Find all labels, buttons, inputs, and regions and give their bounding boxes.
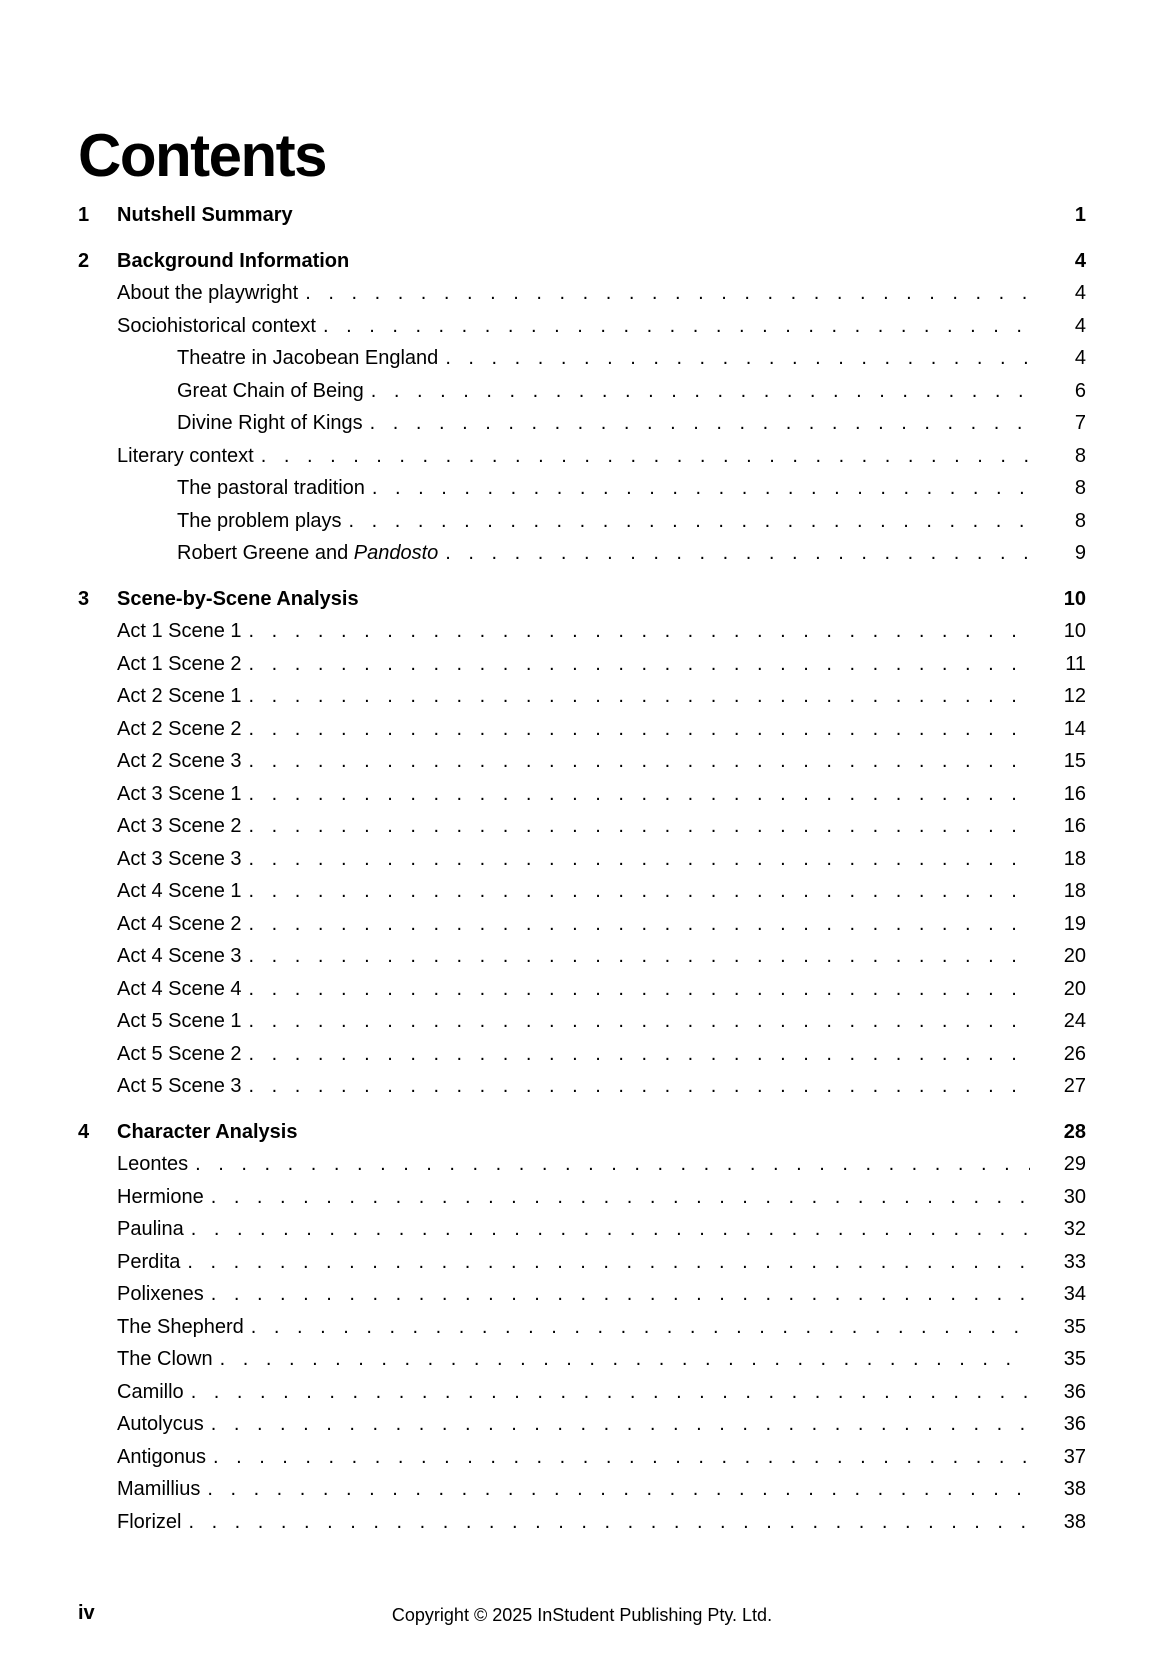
toc-chapter-entry[interactable] xyxy=(78,1116,1086,1149)
toc-entry-label: Nutshell Summary xyxy=(117,204,293,226)
dot-leader xyxy=(323,310,1030,343)
toc-entry-label: Hermione xyxy=(117,1185,204,1208)
toc-section-entry[interactable] xyxy=(78,342,1086,375)
toc-entry-page-number: 35 xyxy=(1063,1348,1086,1370)
toc-entry-page-number: 15 xyxy=(1063,750,1086,772)
toc-entry-page-number: 1 xyxy=(1074,204,1086,226)
toc-entry-page-number: 4 xyxy=(1074,249,1086,272)
toc-section-entry[interactable] xyxy=(78,713,1086,746)
chapter-number: 4 xyxy=(78,1120,90,1143)
dot-leader xyxy=(207,1473,1030,1506)
toc-entry-page-number: 36 xyxy=(1063,1413,1086,1435)
toc-entry-label: Act 2 Scene 1 xyxy=(117,685,242,707)
toc-entry-page-number: 37 xyxy=(1063,1445,1086,1468)
toc-section-entry[interactable] xyxy=(78,1343,1086,1376)
dot-leader xyxy=(249,745,1030,778)
toc-entry-label: Background Information xyxy=(117,249,350,272)
toc-entry-label: Act 3 Scene 3 xyxy=(117,847,242,870)
toc-entry-page-number: 36 xyxy=(1063,1380,1086,1403)
toc-entry-label: Sociohistorical context xyxy=(117,314,316,337)
dot-leader xyxy=(213,1441,1030,1474)
dot-leader xyxy=(249,1038,1030,1071)
toc-entry-label: Act 3 Scene 1 xyxy=(117,782,242,805)
dot-leader xyxy=(249,810,1030,843)
toc-entry-page-number: 26 xyxy=(1063,1042,1086,1065)
toc-entry-page-number: 9 xyxy=(1074,542,1086,564)
dot-leader xyxy=(445,537,1030,570)
toc-section-entry[interactable] xyxy=(78,537,1086,570)
dot-leader xyxy=(187,1246,1030,1279)
dot-leader xyxy=(249,778,1030,811)
dot-leader xyxy=(211,1278,1030,1311)
toc-entry-label: Mamillius xyxy=(117,1478,201,1500)
toc-section-entry[interactable] xyxy=(78,1038,1086,1071)
toc-section-entry[interactable] xyxy=(78,375,1086,408)
toc-entry-page-number: 7 xyxy=(1074,412,1086,434)
toc-chapter-entry[interactable] xyxy=(78,245,1086,278)
toc-chapter-entry[interactable] xyxy=(78,583,1086,616)
toc-entry-page-number: 20 xyxy=(1063,945,1086,967)
toc-entry-page-number: 12 xyxy=(1063,685,1086,707)
dot-leader xyxy=(211,1408,1030,1441)
toc-section-entry[interactable] xyxy=(78,745,1086,778)
toc-entry-label: Act 1 Scene 1 xyxy=(117,620,242,642)
toc-entry-label: Camillo xyxy=(117,1380,184,1403)
toc-entry-page-number: 11 xyxy=(1065,652,1086,675)
toc-entry-label: The Clown xyxy=(117,1348,213,1370)
dot-leader xyxy=(305,277,1030,310)
dot-leader xyxy=(249,973,1030,1006)
toc-entry-label: Perdita xyxy=(117,1250,181,1273)
toc-entry-label: The problem plays xyxy=(177,509,342,532)
dot-leader xyxy=(261,440,1030,473)
dot-leader xyxy=(249,1070,1030,1103)
folio-page-number: iv xyxy=(78,1602,95,1624)
toc-section-entry[interactable] xyxy=(78,908,1086,941)
toc-entry-page-number: 16 xyxy=(1063,815,1086,837)
toc-entry-page-number: 38 xyxy=(1063,1478,1086,1500)
toc-entry-label: Leontes xyxy=(117,1153,189,1175)
toc-entry-page-number: 20 xyxy=(1063,977,1086,1000)
toc-entry-page-number: 19 xyxy=(1063,912,1086,935)
toc-entry-label: The pastoral tradition xyxy=(177,477,365,499)
dot-leader xyxy=(249,648,1030,681)
dot-leader xyxy=(251,1311,1030,1344)
dot-leader xyxy=(211,1181,1030,1214)
dot-leader xyxy=(191,1213,1030,1246)
toc-section-entry[interactable] xyxy=(78,440,1086,473)
toc-section-entry[interactable] xyxy=(78,310,1086,343)
chapter-number: 3 xyxy=(78,587,90,610)
toc-entry-label: Great Chain of Being xyxy=(177,379,364,402)
dot-leader xyxy=(195,1148,1030,1181)
toc-entry-page-number: 8 xyxy=(1074,509,1086,532)
toc-entry-page-number: 14 xyxy=(1063,717,1086,740)
dot-leader xyxy=(188,1506,1030,1539)
text-block xyxy=(78,120,1086,1538)
toc-section-entry[interactable] xyxy=(78,1246,1086,1279)
toc-section-entry[interactable] xyxy=(78,648,1086,681)
toc-entry-label: Scene-by-Scene Analysis xyxy=(117,587,359,610)
toc-section-entry[interactable] xyxy=(78,407,1086,440)
toc-entry-label: Act 3 Scene 2 xyxy=(117,815,242,837)
toc-entry-page-number: 8 xyxy=(1074,444,1086,467)
toc-entry-page-number: 4 xyxy=(1074,347,1086,369)
toc-entry-label: Act 1 Scene 2 xyxy=(117,652,242,675)
toc-section-entry[interactable] xyxy=(78,973,1086,1006)
toc-entry-page-number: 10 xyxy=(1063,587,1086,610)
toc-entry-label: Polixenes xyxy=(117,1283,204,1305)
toc-entry-label: Theatre in Jacobean England xyxy=(177,347,439,369)
toc-entry-page-number: 34 xyxy=(1063,1283,1086,1305)
toc-entry-label: Character Analysis xyxy=(117,1120,298,1143)
dot-leader xyxy=(191,1376,1030,1409)
toc-entry-label: Act 4 Scene 2 xyxy=(117,912,242,935)
toc-section-entry[interactable] xyxy=(78,1473,1086,1506)
toc-entry-page-number: 18 xyxy=(1063,880,1086,902)
toc-entry-label: The Shepherd xyxy=(117,1315,244,1338)
toc-section-entry[interactable] xyxy=(78,277,1086,310)
toc-entry-label: Divine Right of Kings xyxy=(177,412,363,434)
toc-entry-page-number: 16 xyxy=(1063,782,1086,805)
toc-section-entry[interactable] xyxy=(78,843,1086,876)
toc-section-entry[interactable] xyxy=(78,1213,1086,1246)
toc-section-entry[interactable] xyxy=(78,875,1086,908)
toc-entry-label: Act 2 Scene 3 xyxy=(117,750,242,772)
toc-entry-page-number: 35 xyxy=(1063,1315,1086,1338)
toc-entry-label: Act 5 Scene 1 xyxy=(117,1010,242,1032)
toc-entry-label: Act 5 Scene 2 xyxy=(117,1042,242,1065)
toc-entry-label: Robert Greene and Pandosto xyxy=(177,542,439,564)
toc-section-entry[interactable] xyxy=(78,1311,1086,1344)
toc-entry-label: Act 2 Scene 2 xyxy=(117,717,242,740)
dot-leader xyxy=(249,908,1030,941)
copyright-notice: Copyright © 2025 InStudent Publishing Pty. Ltd. xyxy=(391,1605,773,1625)
toc-entry-label: Literary context xyxy=(117,444,254,467)
toc-section-entry[interactable] xyxy=(78,1005,1086,1038)
toc-entry-label: About the playwright xyxy=(117,282,299,304)
dot-leader xyxy=(220,1343,1030,1376)
toc-entry-label: Paulina xyxy=(117,1218,184,1240)
toc-section-entry[interactable] xyxy=(78,1506,1086,1539)
dot-leader xyxy=(370,407,1030,440)
dot-leader xyxy=(249,680,1030,713)
toc-entry-page-number: 24 xyxy=(1063,1010,1086,1032)
toc-section-entry[interactable] xyxy=(78,680,1086,713)
toc-section-entry[interactable] xyxy=(78,1278,1086,1311)
toc-entry-page-number: 27 xyxy=(1063,1075,1086,1097)
toc-entry-label: Autolycus xyxy=(117,1413,204,1435)
chapter-number: 2 xyxy=(78,249,90,272)
toc-section-entry[interactable] xyxy=(78,1441,1086,1474)
toc-entry-page-number: 30 xyxy=(1063,1185,1086,1208)
dot-leader xyxy=(249,843,1030,876)
toc-section-entry[interactable] xyxy=(78,1148,1086,1181)
toc-entry-label: Act 4 Scene 1 xyxy=(117,880,242,902)
toc-section-entry[interactable] xyxy=(78,810,1086,843)
dot-leader xyxy=(349,505,1030,538)
toc-section-entry[interactable] xyxy=(78,940,1086,973)
toc-entry-page-number: 33 xyxy=(1063,1250,1086,1273)
toc-entry-label: Act 4 Scene 4 xyxy=(117,977,242,1000)
toc-section-entry[interactable] xyxy=(78,1376,1086,1409)
toc-entry-page-number: 32 xyxy=(1063,1218,1086,1240)
dot-leader xyxy=(249,875,1030,908)
dot-leader xyxy=(372,472,1030,505)
toc-entry-label: Florizel xyxy=(117,1510,182,1533)
chapter-number: 1 xyxy=(78,204,90,226)
dot-leader xyxy=(249,1005,1030,1038)
toc-section-entry[interactable] xyxy=(78,505,1086,538)
toc-entry-label: Act 5 Scene 3 xyxy=(117,1075,242,1097)
toc-section-entry[interactable] xyxy=(78,1408,1086,1441)
dot-leader xyxy=(249,940,1030,973)
toc-entry-page-number: 6 xyxy=(1074,379,1086,402)
toc-entry-page-number: 10 xyxy=(1063,620,1086,642)
toc-entry-page-number: 28 xyxy=(1063,1120,1086,1143)
toc-entry-page-number: 4 xyxy=(1074,314,1086,337)
page-title: Contents xyxy=(78,122,326,189)
toc-section-entry[interactable] xyxy=(78,1181,1086,1214)
toc-entry-page-number: 38 xyxy=(1063,1510,1086,1533)
dot-leader xyxy=(249,713,1030,746)
toc-entry-page-number: 8 xyxy=(1074,477,1086,499)
toc-entry-page-number: 4 xyxy=(1074,282,1086,304)
toc-entry-label-italic: Pandosto xyxy=(353,542,439,564)
toc-section-entry[interactable] xyxy=(78,778,1086,811)
toc-entry-page-number: 29 xyxy=(1063,1153,1086,1175)
toc-entry-label: Antigonus xyxy=(117,1445,206,1468)
toc-entry-label: Act 4 Scene 3 xyxy=(117,945,242,967)
toc-section-entry[interactable] xyxy=(78,472,1086,505)
toc-section-entry[interactable] xyxy=(78,1070,1086,1103)
toc-chapter-entry[interactable] xyxy=(78,199,1086,232)
dot-leader xyxy=(249,615,1030,648)
toc-section-entry[interactable] xyxy=(78,615,1086,648)
dot-leader xyxy=(445,342,1030,375)
toc-entry-page-number: 18 xyxy=(1063,847,1086,870)
table-of-contents xyxy=(78,199,1086,1538)
dot-leader xyxy=(371,375,1030,408)
